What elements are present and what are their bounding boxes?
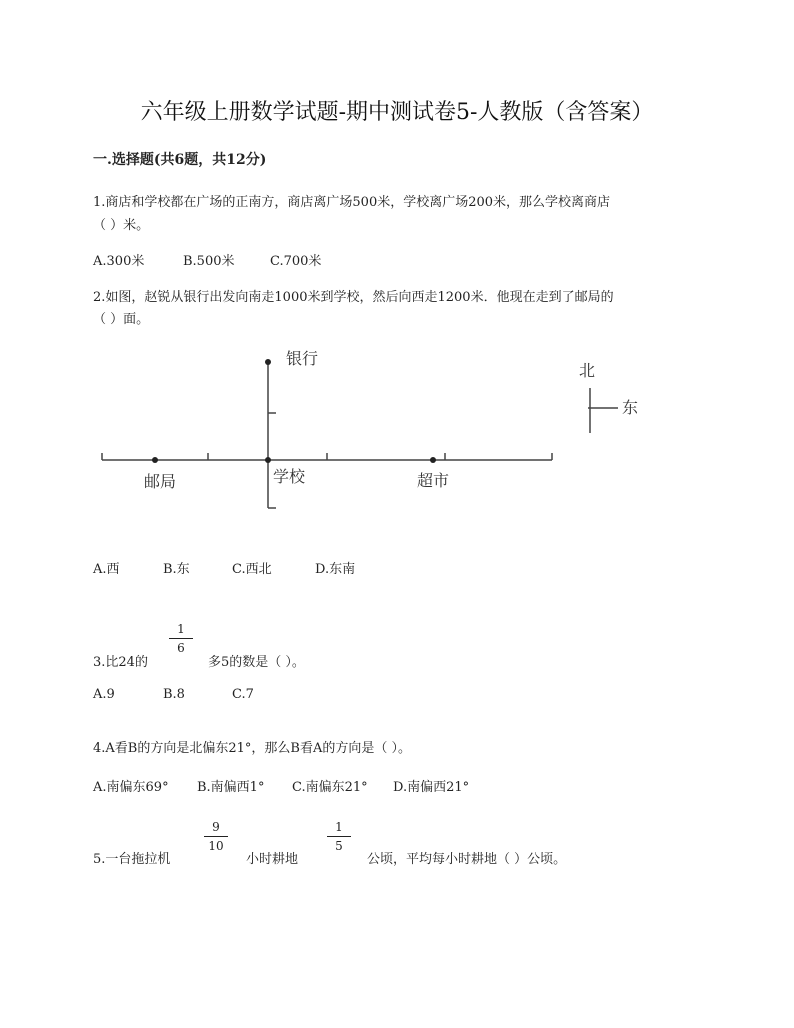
q5-fraction-2: [327, 820, 351, 853]
q3-fraction-numerator: 1: [177, 622, 185, 636]
post-office-point: [152, 457, 158, 463]
q5-suffix: 公顷，平均每小时耕地（ ）公顷。: [367, 852, 567, 867]
fraction-bar: [169, 638, 193, 639]
east-label: 东: [622, 398, 639, 417]
fraction-bar: [204, 836, 228, 837]
q2-option-a: A.西: [93, 562, 120, 577]
supermarket-label: 超市: [417, 471, 450, 490]
q3-option-c: C.7: [232, 687, 254, 702]
fraction-bar: [327, 836, 351, 837]
q3-prefix: 3.比24的: [93, 655, 148, 670]
post-office-label: 邮局: [144, 472, 177, 491]
north-label: 北: [579, 361, 596, 380]
q3-fraction: [169, 622, 193, 655]
q1-option-a: A.300米: [93, 254, 145, 269]
school-label: 学校: [273, 467, 306, 486]
q3-option-a: A.9: [93, 687, 115, 702]
q5-prefix: 5.一台拖拉机: [93, 852, 171, 867]
q5-fraction-1-numerator: 9: [212, 820, 220, 834]
q3-fraction-denominator: 6: [177, 641, 185, 655]
page-title: 六年级上册数学试题-期中测试卷5-人教版（含答案）: [140, 100, 654, 125]
q2-text-line2: （ ）面。: [93, 312, 150, 327]
q2-text-line1: 2.如图，赵锐从银行出发向南走1000米到学校，然后向西走1200米．他现在走到了邮局的: [93, 290, 614, 305]
q3-suffix: 多5的数是（ ）。: [208, 655, 305, 670]
q5-fraction-2-numerator: 1: [335, 820, 343, 834]
q3-option-b: B.8: [163, 687, 185, 702]
q1-option-c: C.700米: [270, 254, 322, 269]
q5-middle: 小时耕地: [246, 852, 299, 867]
bank-point: [265, 359, 271, 365]
q4-option-c: C.南偏东21°: [292, 780, 368, 795]
bank-label: 银行: [286, 349, 319, 368]
q5-fraction-1-denominator: 10: [208, 839, 224, 853]
q1-text-line2: （ ）米。: [93, 218, 150, 233]
q1-text-line1: 1.商店和学校都在广场的正南方，商店离广场500米，学校离广场200米，那么学校离商店: [93, 195, 611, 210]
school-point: [265, 457, 271, 463]
q2-option-b: B.东: [163, 562, 190, 577]
q5-fraction-2-denominator: 5: [335, 839, 343, 853]
map-diagram: [90, 340, 670, 520]
section-heading: 一.选择题(共6题，共12分): [93, 152, 267, 168]
q5-fraction-1: [204, 820, 228, 853]
q4-option-b: B.南偏西1°: [197, 780, 265, 795]
q2-option-c: C.西北: [232, 562, 272, 577]
q4-option-a: A.南偏东69°: [93, 780, 169, 795]
q4-text: 4.A看B的方向是北偏东21°，那么B看A的方向是（ ）。: [93, 741, 411, 756]
q4-option-d: D.南偏西21°: [393, 780, 470, 795]
supermarket-point: [430, 457, 436, 463]
q1-option-b: B.500米: [183, 254, 235, 269]
q2-option-d: D.东南: [315, 562, 356, 577]
